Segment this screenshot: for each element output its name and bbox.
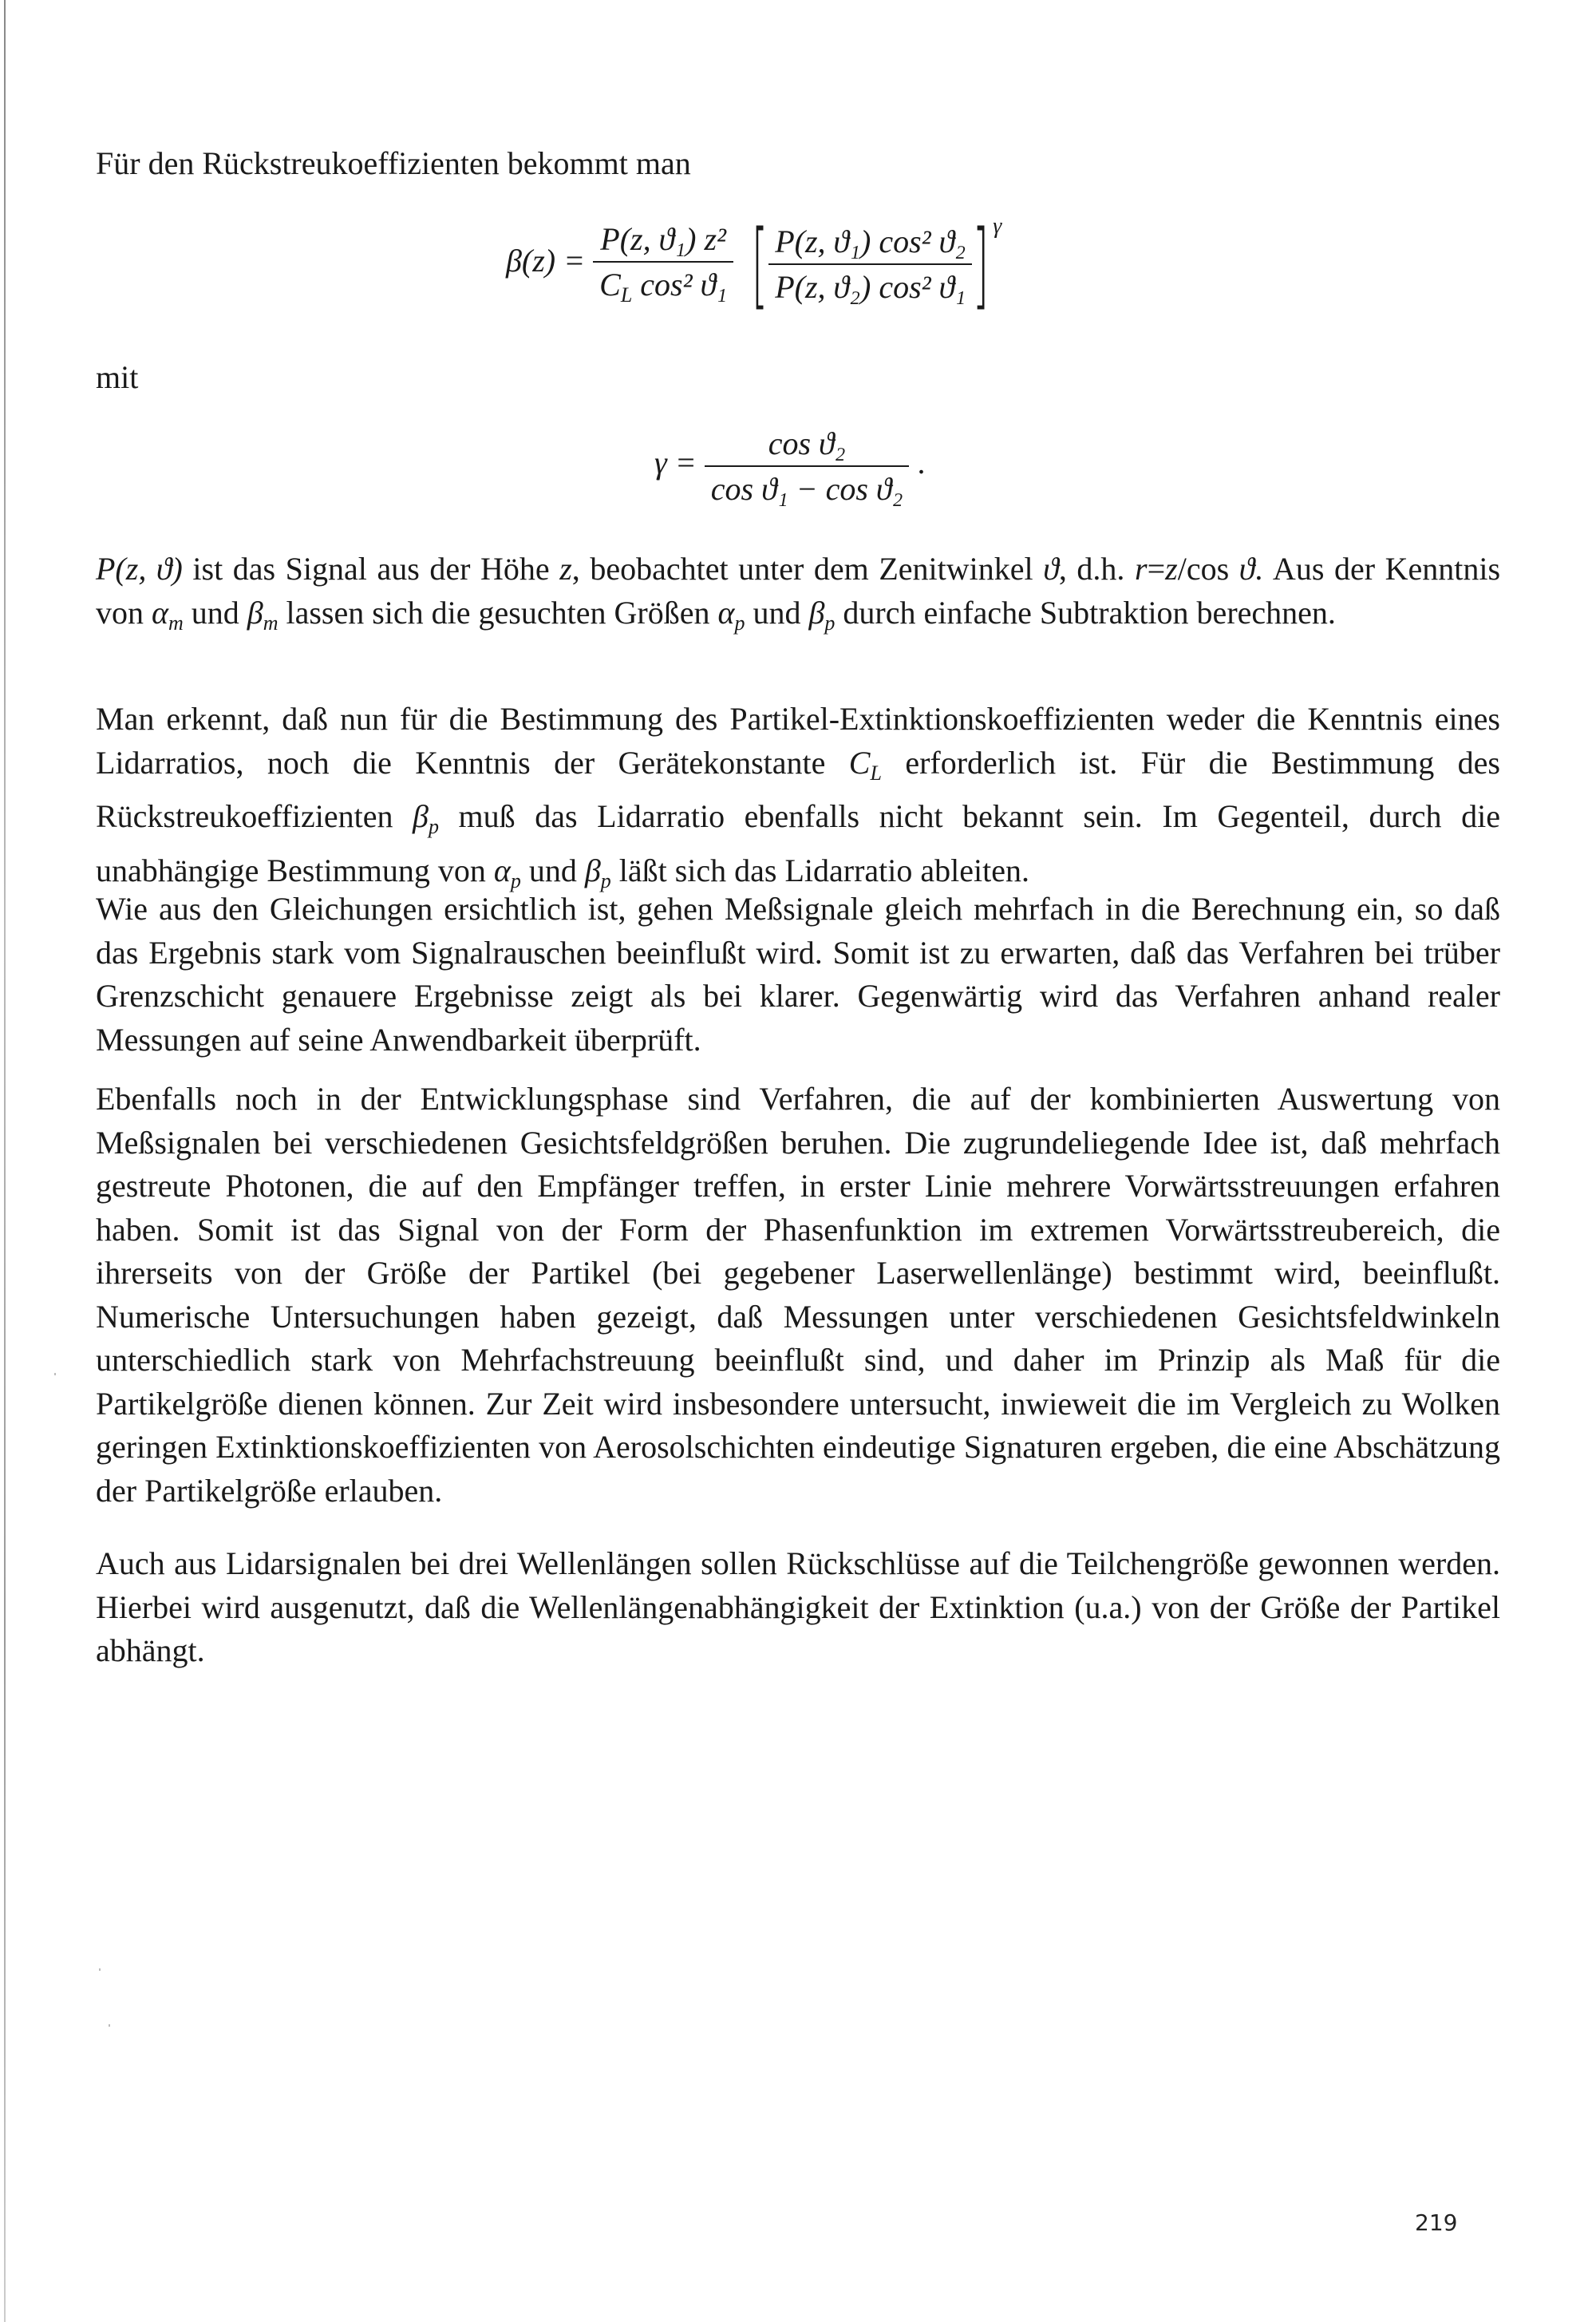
eq1-frac1-denominator [593,263,733,307]
p2-text-1: Man erkennt, daß nun für die Bestimmung des Partikel-Extinktionskoeffizienten weder die Kenntnis eines Lidarratios, noch die Kenntnis der Gerätekonstante [96,701,1500,781]
p2-beta-p2-sub: p [600,868,611,892]
eq1-fraction-2 [768,223,972,306]
p1-alpha-m: α [152,594,168,631]
p1-text-3: , d.h. [1058,551,1135,587]
eq2-fraction [705,425,910,508]
eq1-exponent: γ [993,214,1002,239]
eq1-frac1-den-sub: L [620,283,633,307]
p2-beta-p-sub: p [428,815,439,838]
p1-symbol-r: r [1134,551,1148,587]
paragraph-extinction [96,698,1500,903]
p1-text-5: und [183,594,247,631]
p1-cos: /cos [1177,551,1239,587]
paragraph-wavelengths: Auch aus Lidarsignalen bei drei Wellenlängen sollen Rückschlüsse auf die Teilchengröße gewonnen werden. Hierbei wird ausgenutzt, daß die Wellenlängenabhängigkeit der Extinktion (u.a.) von der Größe der Partikel abhängt. [96,1545,1500,1668]
paragraph-noise: Wie aus den Gleichungen ersichtlich ist, gehen Meßsignale gleich mehrfach in die Berechnung ein, so daß das Ergebnis stark vom Signalrauschen beeinflußt wird. Somit ist zu erwarten, daß das Verfahren bei trüber Grenzschicht genauere Ergebnisse zeigt als bei klarer. Gegenwärtig wird das Verfahren anhand realer Messungen auf seine Anwendbarkeit überprüft. [96,891,1500,1058]
p2-beta-p2: β [584,852,601,888]
p2-symbol-C: C [848,744,871,781]
eq2-lhs: γ = [654,445,697,481]
p1-beta-m: β [247,594,263,631]
scan-speck [99,1968,101,1971]
mit-text: mit [96,359,139,395]
p2-text-5: läßt sich das Lidarratio ableiten. [610,852,1030,888]
scan-speck [54,1373,56,1375]
p2-alpha-p-sub: p [510,868,521,892]
paragraph-field-of-view: Ebenfalls noch in der Entwicklungsphase sind Verfahren, die auf der kombinierten Auswertung von Meßsignalen bei verschiedenen Gesichtsfeldgrößen beruhen. Die zugrundeliegende Idee ist, daß mehrfach gestreute Photonen, die auf den Empfänger treffen, in erster Linie mehrere Vorwärtsstreuungen erfahren haben. Somit ist das Signal von der Form der Phasenfunktion im extremen Vorwärtsstreubereich, die ihrerseits von der Größe der Partikel (bei gegebener Laserwellenlänge) bestimmt wird, beeinflußt. Numerische Untersuchungen haben gezeigt, daß Messungen unter verschiedenen Gesichtsfeldwinkeln unterschiedlich stark von Mehrfachstreuung beeinflußt sind, und daher im Prinzip als Maß für die Partikelgröße dienen können. Zur Zeit wird insbesondere untersucht, inwieweit die im Vergleich zu Wolken geringen Extinktionskoeffizienten von Aerosolschichten eindeutige Signaturen ergeben, die eine Abschätzung der Partikelgröße erlauben. [96,1081,1500,1509]
p1-equals: = [1147,551,1166,587]
p1-alpha-p-sub: p [734,611,745,635]
scan-speck [109,2024,110,2027]
intro-text: Für den Rückstreukoeffizienten bekommt man [96,145,691,181]
p2-symbol-C-sub: L [870,761,882,785]
p1-alpha-m-sub: m [168,611,184,635]
page-edge [4,0,6,2322]
eq2-numerator: cos ϑ₂ [705,425,910,467]
p1-beta-p-sub: p [824,611,836,635]
paragraph-signal-definition [96,548,1500,645]
p2-beta-p: β [413,798,429,834]
p1-symbol-z: z [559,551,572,587]
eq1-frac2-denominator: P(z, ϑ₂) cos² ϑ₁ [775,268,966,305]
page-number: 219 [1415,2209,1458,2236]
p1-beta-p: β [808,594,825,631]
p2-alpha-p: α [493,852,511,888]
p1-text-8: durch einfache Subtraktion berechnen. [835,594,1336,631]
eq1-frac2-numerator: P(z, ϑ₁) cos² ϑ₂ [768,223,972,265]
p1-symbol-z2: z [1165,551,1178,587]
p1-text-7: und [745,594,809,631]
equation-gamma [654,425,925,508]
eq2-denominator: cos ϑ₁ − cos ϑ₂ [710,471,903,507]
eq1-frac1-numerator: P(z, ϑ₁) z² [593,220,733,263]
p2-text-2: erforderlich ist. Für die Bestimmung des Rückstreukoeffizienten [96,744,1500,834]
left-bracket: [ [751,208,768,319]
p1-text-1: ist das Signal aus der Höhe [182,551,560,587]
eq1-fraction-1 [593,220,733,307]
p1-alpha-p: α [717,594,735,631]
p1-symbol-theta: ϑ [1043,551,1059,587]
eq1-lhs: β(z) = [506,243,586,279]
eq1-frac1-den-c: C [599,267,621,303]
equation-backscatter [506,208,1002,319]
p2-text-4: und [520,852,585,888]
p2-text-3: muß das Lidarratio ebenfalls nicht bekannt sein. Im Gegenteil, durch die unabhängige Bestimmung von [96,798,1500,888]
p1-text-4: . Aus der Kenntnis von [96,551,1501,631]
eq1-frac1-den-rest: cos² ϑ₁ [632,267,728,303]
p1-symbol-P: P(z, ϑ) [96,551,183,587]
p1-symbol-theta2: ϑ [1238,551,1255,587]
eq2-period: . [917,445,926,481]
p1-text-6: lassen sich die gesuchten Größen [278,594,718,631]
right-bracket: ] [972,208,990,319]
p1-beta-m-sub: m [263,611,279,635]
p1-text-2: , beobachtet unter dem Zenitwinkel [571,551,1044,587]
